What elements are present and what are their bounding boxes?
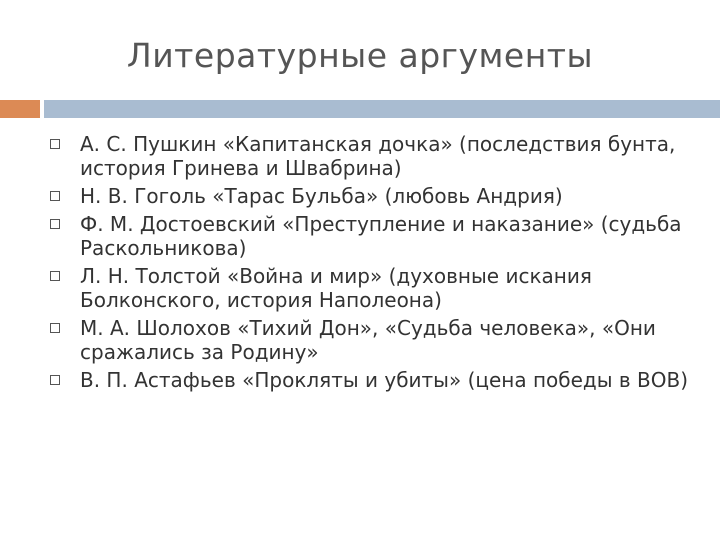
square-bullet-icon xyxy=(50,219,60,229)
list-item xyxy=(50,212,690,260)
list-item xyxy=(50,368,690,392)
list-item-text: М. А. Шолохов «Тихий Дон», «Судьба человека», «Они сражались за Родину» xyxy=(80,316,656,364)
list-item-text: Л. Н. Толстой «Война и мир» (духовные искания Болконского, история Наполеона) xyxy=(80,264,592,312)
square-bullet-icon xyxy=(50,139,60,149)
accent-bar-orange xyxy=(0,100,40,118)
list-item xyxy=(50,132,690,180)
square-bullet-icon xyxy=(50,323,60,333)
list-item-text: В. П. Астафьев «Прокляты и убиты» (цена победы в ВОВ) xyxy=(80,368,689,392)
bullet-list xyxy=(50,132,690,396)
list-item xyxy=(50,264,690,312)
list-item-text: Н. В. Гоголь «Тарас Бульба» (любовь Андрия) xyxy=(80,184,563,208)
list-item-text: А. С. Пушкин «Капитанская дочка» (последствия бунта, история Гринева и Швабрина) xyxy=(80,132,676,180)
list-item-text: Ф. М. Достоевский «Преступление и наказание» (судьба Раскольникова) xyxy=(80,212,682,260)
accent-bar-blue xyxy=(44,100,720,118)
square-bullet-icon xyxy=(50,375,60,385)
square-bullet-icon xyxy=(50,191,60,201)
square-bullet-icon xyxy=(50,271,60,281)
list-item xyxy=(50,184,690,208)
list-item xyxy=(50,316,690,364)
slide-title: Литературные аргументы xyxy=(126,36,594,75)
